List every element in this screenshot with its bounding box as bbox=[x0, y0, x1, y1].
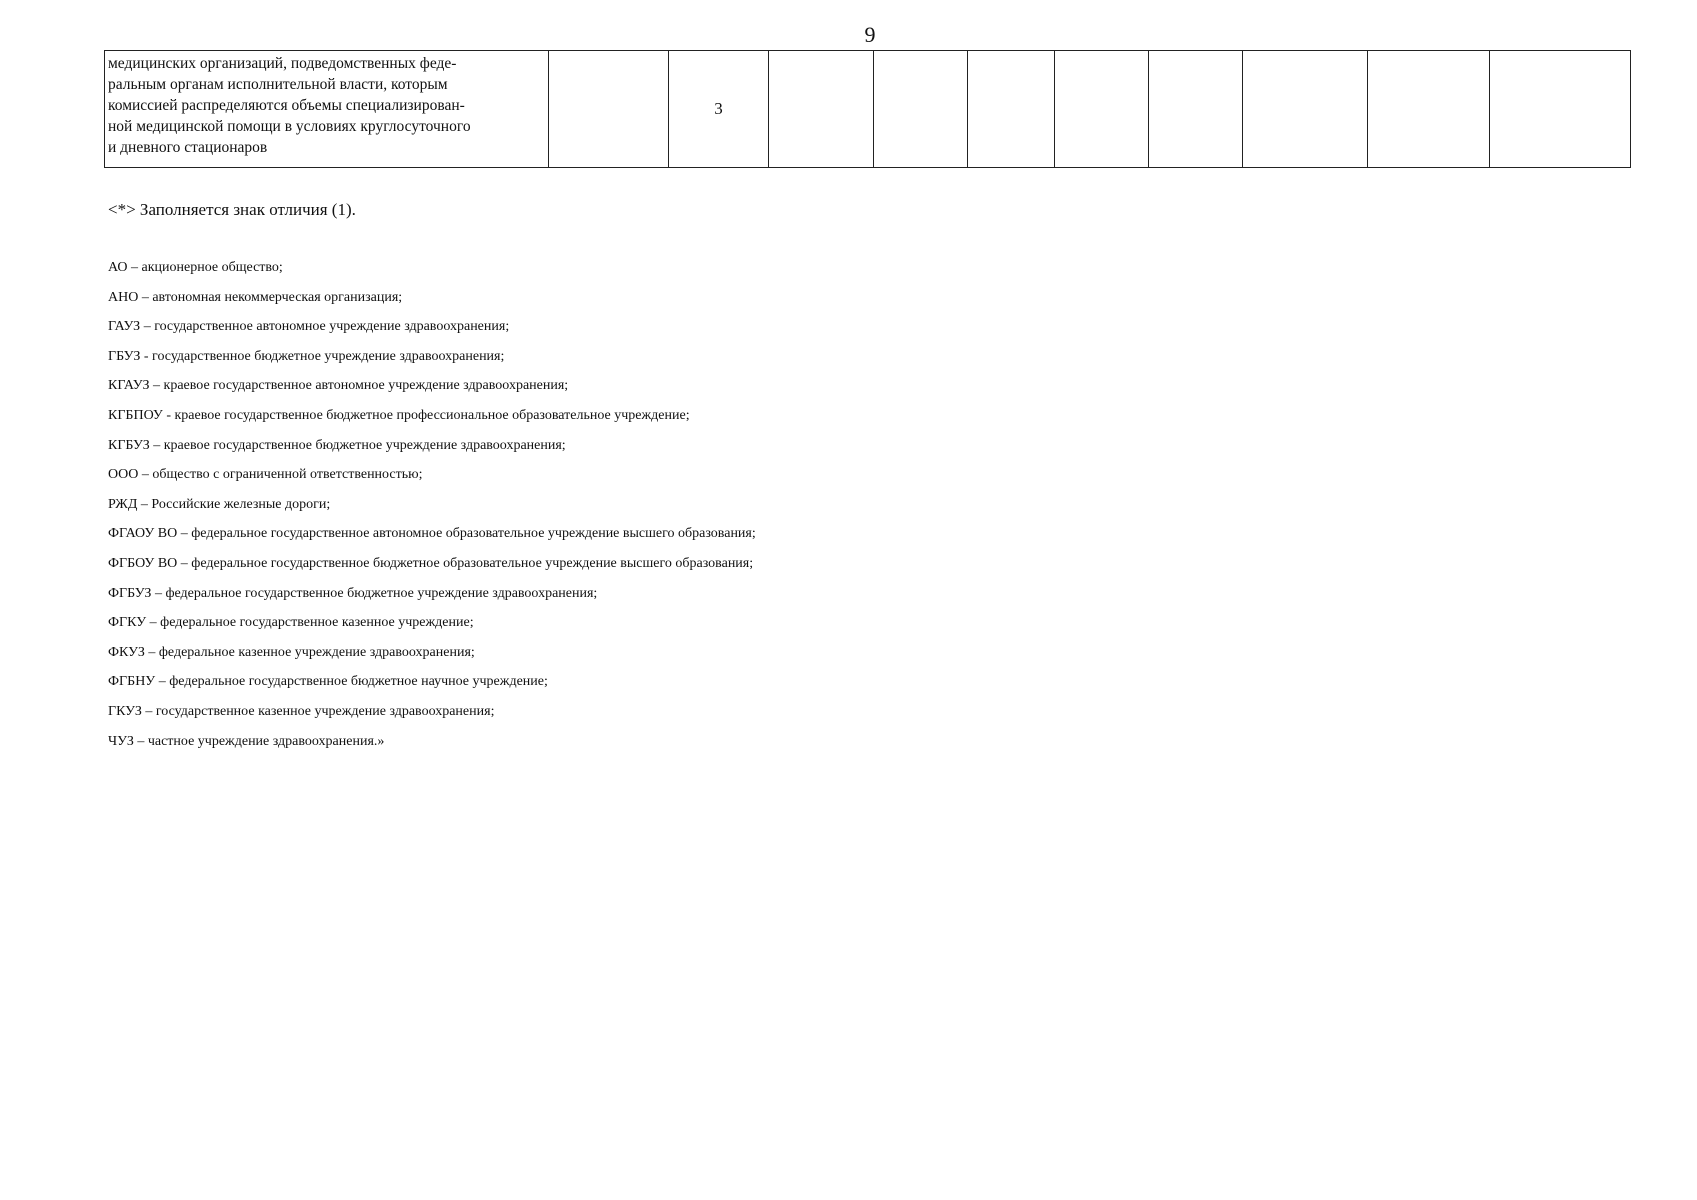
abbreviation-item: ФГАОУ ВО – федеральное государственное автономное образовательное учреждение высшего образования; bbox=[108, 526, 756, 542]
abbreviation-item: АНО – автономная некоммерческая организация; bbox=[108, 289, 403, 305]
page-number: 9 bbox=[864, 22, 876, 47]
row-description-cell bbox=[105, 51, 549, 168]
empty-cell bbox=[968, 51, 1055, 168]
description-line: медицинских организаций, подведомственных феде- bbox=[108, 55, 457, 72]
abbreviation-item: ФГБУЗ – федеральное государственное бюджетное учреждение здравоохранения; bbox=[108, 585, 598, 601]
abbreviation-item: АО – акционерное общество; bbox=[108, 260, 283, 275]
description-line: и дневного стационаров bbox=[108, 139, 268, 156]
abbreviation-item: КГБУЗ – краевое государственное бюджетное учреждение здравоохранения; bbox=[108, 437, 566, 453]
abbreviation-item: ФГБОУ ВО – федеральное государственное бюджетное образовательное учреждение высшего образования; bbox=[108, 555, 754, 571]
empty-cell bbox=[1149, 51, 1243, 168]
description-line: ной медицинской помощи в условиях круглосуточного bbox=[108, 118, 471, 135]
abbreviation-item: КГАУЗ – краевое государственное автономное учреждение здравоохранения; bbox=[108, 378, 569, 394]
footnote: <*> Заполняется знак отличия (1). bbox=[108, 200, 356, 219]
empty-cell bbox=[769, 51, 874, 168]
abbreviation-item: ФКУЗ – федеральное казенное учреждение здравоохранения; bbox=[108, 644, 475, 660]
abbreviation-item: ГКУЗ – государственное казенное учреждение здравоохранения; bbox=[108, 703, 495, 719]
empty-cell bbox=[549, 51, 669, 168]
data-table bbox=[104, 50, 1631, 168]
abbreviation-item: РЖД – Российские железные дороги; bbox=[108, 496, 331, 512]
abbreviation-item: ГАУЗ – государственное автономное учреждение здравоохранения; bbox=[108, 319, 510, 335]
abbreviation-item: ООО – общество с ограниченной ответственностью; bbox=[108, 467, 423, 483]
abbreviation-item: ЧУЗ – частное учреждение здравоохранения.» bbox=[108, 733, 385, 749]
empty-cell bbox=[1490, 51, 1631, 168]
empty-cell bbox=[1243, 51, 1368, 168]
empty-cell bbox=[1055, 51, 1149, 168]
description-line: ральным органам исполнительной власти, которым bbox=[108, 76, 448, 93]
empty-cell bbox=[874, 51, 968, 168]
abbreviation-item: ФГБНУ – федеральное государственное бюджетное научное учреждение; bbox=[108, 674, 548, 690]
empty-cell bbox=[1368, 51, 1490, 168]
abbreviation-item: ГБУЗ - государственное бюджетное учреждение здравоохранения; bbox=[108, 348, 505, 364]
row-code-cell: 3 bbox=[669, 51, 769, 168]
table-row bbox=[105, 51, 1631, 168]
abbreviation-item: КГБПОУ - краевое государственное бюджетное профессиональное образовательное учреждение; bbox=[108, 407, 690, 423]
description-line: комиссией распределяются объемы специализирован- bbox=[108, 97, 465, 114]
medical-organizations-table bbox=[104, 50, 1631, 168]
abbreviation-item: ФГКУ – федеральное государственное казенное учреждение; bbox=[108, 615, 474, 631]
abbreviations-list bbox=[108, 253, 756, 756]
